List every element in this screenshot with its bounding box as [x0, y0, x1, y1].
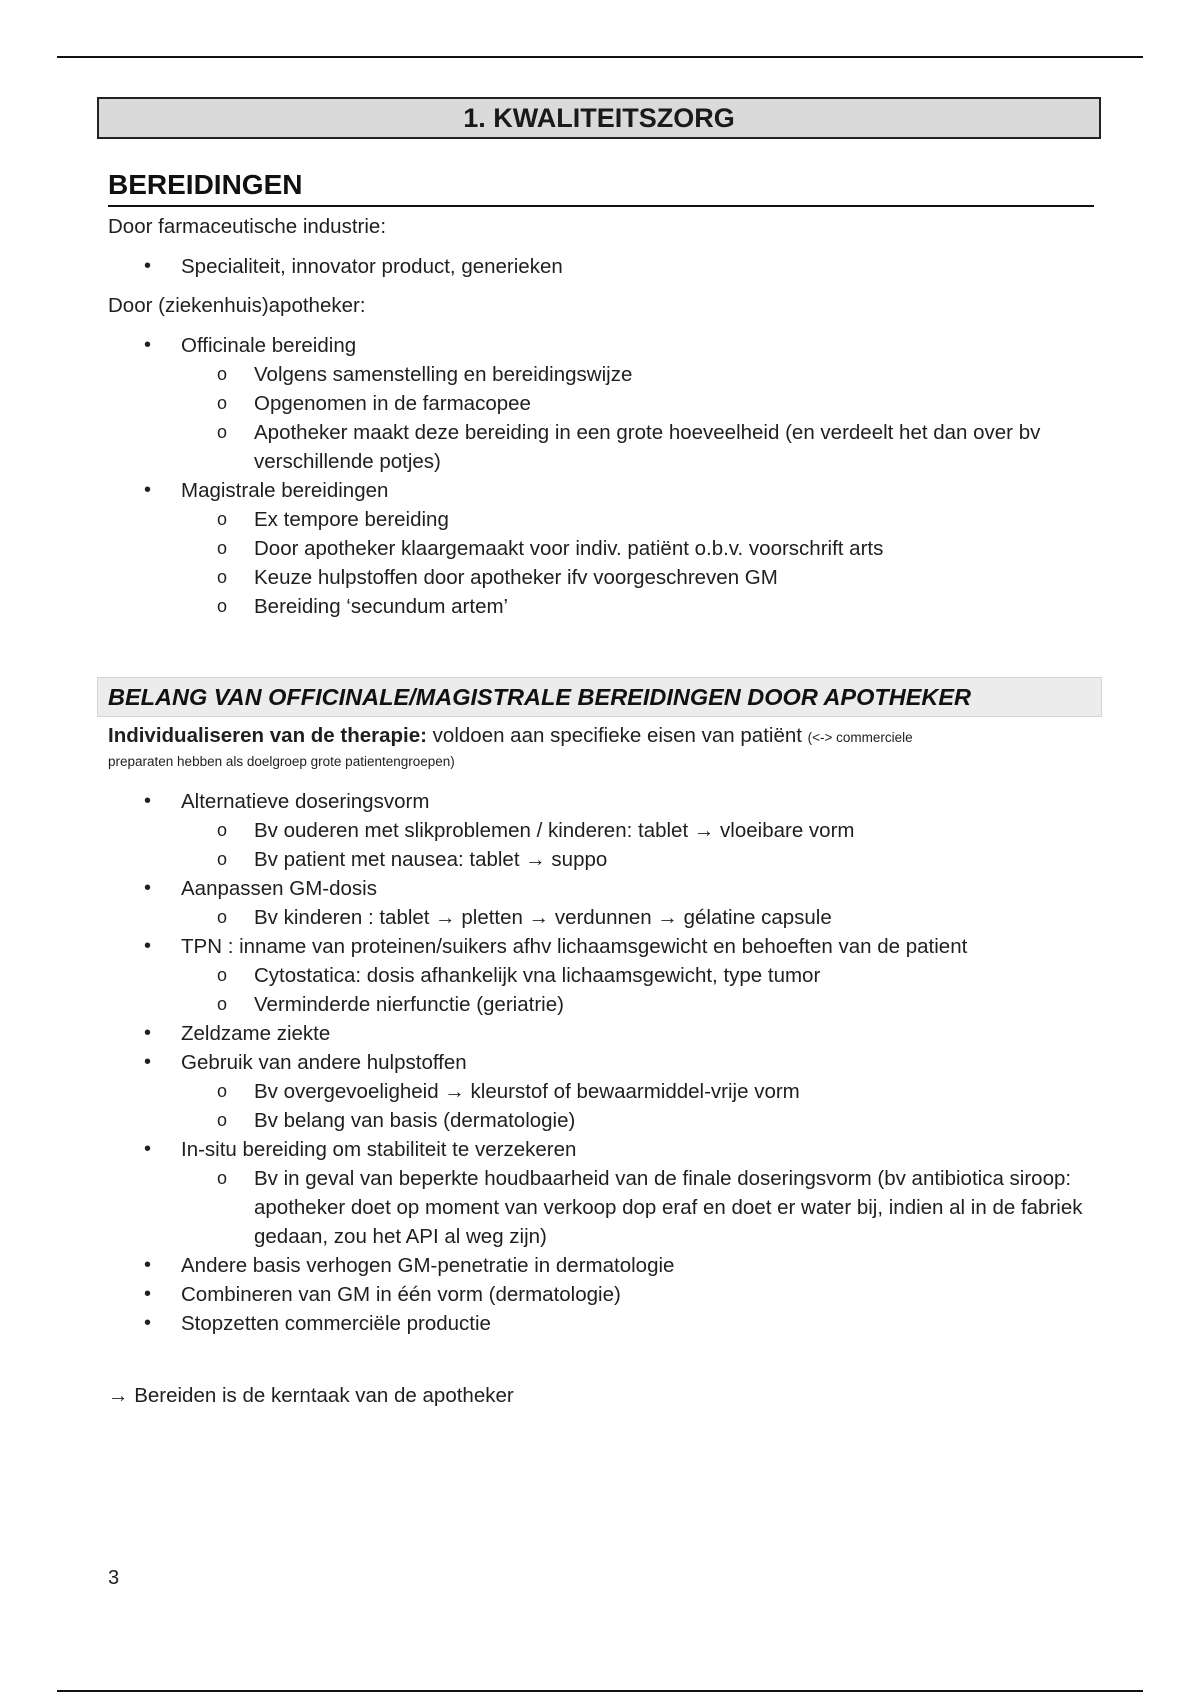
bullet-icon: •: [144, 334, 152, 356]
circle-bullet-icon: o: [217, 364, 228, 384]
bullet-icon: •: [144, 1051, 152, 1073]
list-item: • Gebruik van andere hulpstoffen o Bv overgevoeligheid → kleurstof of bewaarmiddel-vrije vorm o Bv belang van basis (dermatologie): [108, 1048, 1098, 1135]
circle-bullet-icon: o: [217, 567, 228, 587]
chapter-title-box: [97, 97, 1101, 139]
sub-list: [181, 360, 1098, 476]
industry-label: Door farmaceutische industrie:: [108, 215, 387, 238]
intro-note-continued: preparaten hebben als doelgroep grote patientengroepen): [108, 754, 455, 769]
circle-bullet-icon: o: [217, 1110, 228, 1130]
sub-list-item: o Keuze hulpstoffen door apotheker ifv voorgeschreven GM: [181, 563, 1098, 592]
circle-bullet-icon: o: [217, 907, 228, 927]
page-content: [108, 168, 1098, 1431]
circle-bullet-icon: o: [217, 596, 228, 616]
bullet-icon: •: [144, 479, 152, 501]
sub-list-item: o Cytostatica: dosis afhankelijk vna lichaamsgewicht, type tumor: [181, 961, 1098, 990]
sub-list: [181, 816, 1098, 874]
pharmacist-label: Door (ziekenhuis)apotheker:: [108, 294, 366, 317]
circle-bullet-icon: o: [217, 965, 228, 985]
importance-list: [108, 787, 1098, 1338]
sub-list-item: o Bv overgevoeligheid → kleurstof of bewaarmiddel-vrije vorm: [181, 1077, 1098, 1106]
sub-list-item: o Volgens samenstelling en bereidingswijze: [181, 360, 1098, 389]
sub-list: [181, 1164, 1098, 1251]
circle-bullet-icon: o: [217, 538, 228, 558]
subsection-title: BELANG VAN OFFICINALE/MAGISTRALE BEREIDINGEN DOOR APOTHEKER: [108, 683, 971, 710]
bullet-icon: •: [144, 255, 152, 277]
bullet-icon: •: [144, 1283, 152, 1305]
sub-list-item: o Bv ouderen met slikproblemen / kinderen: tablet → vloeibare vorm: [181, 816, 1098, 845]
sub-list-item: o Bv patient met nausea: tablet → suppo: [181, 845, 1098, 874]
sub-list-item: o Opgenomen in de farmacopee: [181, 389, 1098, 418]
list-item: • Aanpassen GM-dosis o Bv kinderen : tablet → pletten → verdunnen → gélatine capsule: [108, 874, 1098, 932]
top-rule: [57, 56, 1143, 58]
pharmacist-list: [108, 331, 1098, 621]
sub-list-item: o Bereiding ‘secundum artem’: [181, 592, 1098, 621]
sub-list-item: o Bv kinderen : tablet → pletten → verdunnen → gélatine capsule: [181, 903, 1098, 932]
intro-text: voldoen aan specifieke eisen van patiënt: [426, 724, 808, 747]
list-item: • In-situ bereiding om stabiliteit te verzekeren o Bv in geval van beperkte houdbaarheid van de finale doseringsvorm (bv antibiotica siroop: apotheker doet op moment van verkoop dop eraf en doet er water bij, indien al in de fabriek gedaan, zou het API al weg zijn): [108, 1135, 1098, 1251]
intro-bold: Individualiseren van de therapie:: [108, 724, 427, 747]
industry-list: [108, 252, 1098, 281]
sub-list: [181, 1077, 1098, 1135]
sub-list-item: o Verminderde nierfunctie (geriatrie): [181, 990, 1098, 1019]
bullet-icon: •: [144, 935, 152, 957]
bullet-icon: •: [144, 1022, 152, 1044]
list-item: • TPN : inname van proteinen/suikers afhv lichaamsgewicht en behoeften van de patient o Cytostatica: dosis afhankelijk vna lichaamsgewicht, type tumor o Verminderde nierfunctie (geriatrie): [108, 932, 1098, 1019]
circle-bullet-icon: o: [217, 1168, 228, 1188]
sub-list: [181, 961, 1098, 1019]
list-item: • Stopzetten commerciële productie: [108, 1309, 1098, 1338]
list-item: • Magistrale bereidingen o Ex tempore bereiding o Door apotheker klaargemaakt voor indiv. patiënt o.b.v. voorschrift arts o Keuze hulpstoffen door apotheker ifv voorgeschreven GM o Bereiding ‘secundum artem’: [108, 476, 1098, 621]
subsection-intro: [108, 723, 1098, 773]
subsection-title-box: [97, 677, 1102, 717]
section-title: BEREIDINGEN: [108, 168, 1094, 207]
circle-bullet-icon: o: [217, 509, 228, 529]
sub-list-item: o Bv belang van basis (dermatologie): [181, 1106, 1098, 1135]
conclusion: → Bereiden is de kerntaak van de apotheker: [108, 1384, 514, 1407]
list-item: • Combineren van GM in één vorm (dermatologie): [108, 1280, 1098, 1309]
chapter-title: 1. KWALITEITSZORG: [463, 102, 735, 133]
sub-list-item: o Ex tempore bereiding: [181, 505, 1098, 534]
bullet-icon: •: [144, 1312, 152, 1334]
sub-list-item: o Door apotheker klaargemaakt voor indiv. patiënt o.b.v. voorschrift arts: [181, 534, 1098, 563]
circle-bullet-icon: o: [217, 1081, 228, 1101]
circle-bullet-icon: o: [217, 422, 228, 442]
list-item: • Zeldzame ziekte: [108, 1019, 1098, 1048]
page-number: 3: [108, 1567, 120, 1589]
sub-list-item: o Apotheker maakt deze bereiding in een grote hoeveelheid (en verdeelt het dan over bv verschillende potjes): [181, 418, 1098, 476]
intro-note: (<-> commerciele: [807, 730, 913, 745]
circle-bullet-icon: o: [217, 849, 228, 869]
bullet-icon: •: [144, 877, 152, 899]
list-item: • Alternatieve doseringsvorm o Bv ouderen met slikproblemen / kinderen: tablet → vloeibare vorm o Bv patient met nausea: tablet → suppo: [108, 787, 1098, 874]
bottom-rule: [57, 1690, 1143, 1692]
list-item: • Andere basis verhogen GM-penetratie in dermatologie: [108, 1251, 1098, 1280]
sub-list-item: o Bv in geval van beperkte houdbaarheid van de finale doseringsvorm (bv antibiotica siroop: apotheker doet op moment van verkoop dop eraf en doet er water bij, indien al in de fabriek gedaan, zou het API al weg zijn): [181, 1164, 1098, 1251]
circle-bullet-icon: o: [217, 994, 228, 1014]
circle-bullet-icon: o: [217, 393, 228, 413]
bullet-icon: •: [144, 1138, 152, 1160]
list-item: • Officinale bereiding o Volgens samenstelling en bereidingswijze o Opgenomen in de farmacopee o Apotheker maakt deze bereiding in een grote hoeveelheid (en verdeelt het dan over bv verschillende potjes): [108, 331, 1098, 476]
bullet-icon: •: [144, 790, 152, 812]
circle-bullet-icon: o: [217, 820, 228, 840]
list-item: • Specialiteit, innovator product, generieken: [108, 252, 1098, 281]
sub-list: [181, 903, 1098, 932]
bullet-icon: •: [144, 1254, 152, 1276]
sub-list: [181, 505, 1098, 621]
